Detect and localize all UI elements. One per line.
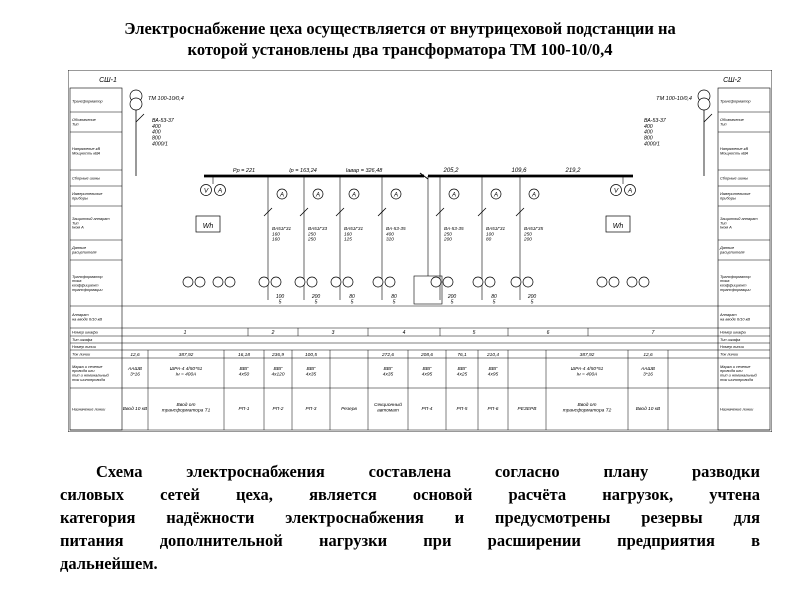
transformer-label-left: ТМ 100-10/0,4	[148, 96, 184, 102]
left-legend-label: Тип шкафа	[72, 336, 93, 342]
line-purpose: Ввод от трансформатора Т1	[161, 403, 211, 414]
cabinet-number: 2	[271, 330, 275, 336]
right-legend-label: Измерительные приборы	[720, 191, 751, 201]
left-legend-label: Данные расцепителя	[72, 245, 97, 255]
line-current-value: 387,92	[178, 353, 194, 358]
left-legend-label: Обозначение Тип	[72, 117, 96, 127]
right-legend-label: Тип шкафа	[720, 336, 741, 342]
bus-value-iavar: Iавар = 326,48	[345, 168, 383, 174]
incomer-ct-right	[597, 277, 607, 287]
right-legend-label: Марка и сечение провода или тип и номинальный ток шинопровода	[720, 363, 757, 382]
feeder-ct	[295, 277, 305, 287]
feeder-ct	[485, 277, 495, 287]
incomer-ct-right	[609, 277, 619, 287]
incomer-ct-left	[213, 277, 223, 287]
feeder-breaker-data: ВА51Г31 160 125	[344, 226, 364, 242]
paragraph-line-2: силовых сетей цеха, является основой расчёта нагрузок, учтена	[60, 485, 760, 504]
intro-breaker-data-right: ВА-53-37 400 400 800 4000/1	[644, 118, 666, 148]
left-legend-label: Номер линии	[72, 343, 96, 349]
meter-letter: V	[203, 187, 209, 195]
feeder-ct-ratio: 200 5	[447, 294, 457, 306]
section-label-left: СШ-1	[99, 77, 117, 84]
line-wire-spec: ААШВ 3*16	[640, 367, 656, 378]
incomer-ct-left	[183, 277, 193, 287]
line-purpose: Ввод 10 кВ	[122, 407, 148, 412]
incomer-ct-right	[639, 277, 649, 287]
left-legend-label: Измерительные приборы	[72, 191, 103, 201]
diagram-canvas	[68, 70, 772, 432]
feeder-ct	[431, 277, 441, 287]
feeder-breaker-data: ВА51Г31 160 160	[272, 226, 292, 242]
feeder-breaker-data: ВА51Г31 100 80	[486, 226, 506, 242]
paragraph-line-1: Схема электроснабжения составлена согласно плану разводки	[96, 462, 760, 481]
line-purpose: РП-1	[238, 407, 250, 412]
line-wire-spec: ВВГ 4х95	[421, 367, 433, 378]
line-current-value: 208,6	[420, 353, 434, 358]
feeder-ct	[331, 277, 341, 287]
right-legend-label: Ток линии	[720, 351, 739, 357]
energy-meter-label: Wh	[202, 223, 214, 230]
right-legend-label: Аппарат на вводе 6/10 кВ	[720, 312, 751, 322]
meter-letter: A	[217, 187, 223, 195]
feeder-ct-ratio: 80 5	[349, 294, 355, 306]
line-purpose: РП-2	[272, 407, 284, 412]
right-legend-label: Номер линии	[720, 343, 744, 349]
feeder-breaker-data: ВА51Г35 250 200	[524, 226, 544, 242]
feeder-ct-ratio: 100 5	[275, 294, 285, 306]
feeder-ct	[473, 277, 483, 287]
line-wire-spec: ВВГ 4х50	[238, 367, 250, 378]
transformer-label-right: ТМ 100-10/0,4	[656, 96, 692, 102]
feeder-ct	[443, 277, 453, 287]
line-purpose: РЕЗЕРВ	[517, 407, 537, 412]
feeder-ammeter-letter: A	[531, 192, 537, 199]
line-current-value: 100,5	[304, 353, 318, 358]
meter-letter: A	[627, 187, 633, 195]
line-wire-spec: ШРА-4 4/50*51 Iн = 400А	[570, 367, 604, 378]
description-paragraph	[60, 460, 760, 575]
cabinet-number: 6	[546, 330, 550, 336]
cabinet-number: 7	[651, 330, 655, 336]
right-legend-label: Сборные шины	[720, 175, 748, 181]
right-legend-label: Трансформатор тока коэффициент трансформации	[720, 273, 751, 292]
line-current-value: 76,1	[457, 353, 467, 358]
line-current-value: 210,4	[486, 353, 500, 358]
left-legend-label: Номер шкафа	[72, 329, 98, 335]
left-legend-label: Напряжение кВ Мощность кВА	[72, 146, 101, 156]
cabinet-number: 4	[402, 330, 406, 336]
incomer-ct-right	[627, 277, 637, 287]
left-legend-label: Назначение линии	[72, 406, 106, 412]
heading-line-2: которой установлены два трансформатора ТМ 100-10/0,4	[187, 40, 613, 59]
paragraph-line-4: питания дополнительной нагрузки при расширении предприятия в	[60, 531, 760, 550]
cabinet-number: 3	[331, 330, 335, 336]
transformer-winding-left	[130, 98, 142, 110]
cabinet-number: 1	[183, 330, 187, 336]
slide-heading	[10, 18, 790, 60]
heading-line-1: Электроснабжение цеха осуществляется от внутрицеховой подстанции на	[124, 19, 676, 38]
feeder-ammeter-letter: A	[451, 192, 457, 199]
single-line-diagram	[68, 70, 772, 432]
line-purpose: Секционный автомат	[374, 403, 402, 414]
left-legend-label: Сборные шины	[72, 175, 100, 181]
intro-breaker-right	[704, 114, 712, 122]
line-wire-spec: ВВГ 4х120	[271, 367, 285, 378]
line-purpose: Резерв	[341, 407, 357, 412]
line-current-value: 272,6	[381, 353, 395, 358]
right-legend-label: Назначение линии	[720, 406, 754, 412]
feeder-ct	[259, 277, 269, 287]
line-purpose: РП-5	[456, 407, 468, 412]
right-legend-label: Номер шкафа	[720, 329, 746, 335]
diagram-outer-frame	[68, 70, 772, 432]
bus-value-2: 109,6	[511, 168, 527, 174]
left-legend-label: Защитный аппарат Тип Iном А	[72, 215, 110, 230]
feeder-ct-ratio: 200 5	[311, 294, 321, 306]
feeder-ct	[307, 277, 317, 287]
left-legend-label: Аппарат на вводе 6/10 кВ	[72, 312, 103, 322]
feeder-ammeter-letter: A	[315, 192, 321, 199]
right-legend-label: Напряжение кВ Мощность кВА	[720, 146, 749, 156]
feeder-ct-ratio: 200 5	[527, 294, 537, 306]
feeder-ct	[373, 277, 383, 287]
bus-value-1: 205,2	[443, 168, 459, 174]
transformer-winding-right	[698, 98, 710, 110]
feeder-ct-ratio: 80 5	[491, 294, 497, 306]
left-legend-label: Ток линии	[72, 351, 91, 357]
line-purpose: РП-4	[421, 407, 433, 412]
line-current-value: 16,18	[237, 353, 251, 358]
line-purpose: Ввод от трансформатора Т2	[562, 403, 612, 414]
left-legend-label: Марка и сечение провода или тип и номинальный ток шинопровода	[72, 363, 109, 382]
feeder-breaker-data: ВА51Г33 250 250	[308, 226, 328, 242]
right-legend-label: Защитный аппарат Тип Iном А	[720, 215, 758, 230]
left-legend-label: Трансформатор	[72, 98, 103, 104]
energy-meter-label: Wh	[612, 223, 624, 230]
line-wire-spec: ААШВ 3*16	[127, 367, 143, 378]
feeder-ct-ratio: 80 5	[391, 294, 397, 306]
line-wire-spec: ВВГ 4х35	[305, 367, 317, 378]
intro-breaker-data-left: ВА-53-37 400 400 800 4000/1	[152, 118, 174, 148]
line-wire-spec: ШРА-4 4/50*51 Iн = 400А	[169, 367, 203, 378]
right-legend-label: Данные расцепителя	[720, 245, 745, 255]
incomer-ct-left	[195, 277, 205, 287]
feeder-breaker-data: ВА-53-35 250 200	[444, 226, 464, 242]
line-current-value: 12,6	[130, 353, 140, 358]
bus-value-ip: Iр = 163,24	[289, 168, 317, 174]
right-legend-label: Трансформатор	[720, 98, 751, 104]
line-wire-spec: ВВГ 4х35	[382, 367, 394, 378]
feeder-ct	[511, 277, 521, 287]
feeder-ct	[271, 277, 281, 287]
line-current-value: 236,9	[271, 353, 285, 358]
feeder-ct	[385, 277, 395, 287]
feeder-ct	[523, 277, 533, 287]
incomer-ct-left	[225, 277, 235, 287]
bus-value-3: 219,2	[565, 168, 581, 174]
feeder-ammeter-letter: A	[279, 192, 285, 199]
feeder-breaker-data: ВА-53-35 400 320	[386, 226, 406, 242]
line-wire-spec: ВВГ 4х25	[456, 367, 468, 378]
left-legend-label: Трансформатор тока коэффициент трансформации	[72, 273, 103, 292]
cabinet-number: 5	[472, 330, 476, 336]
line-current-value: 387,92	[579, 353, 595, 358]
feeder-ammeter-letter: A	[493, 192, 499, 199]
meter-letter: V	[613, 187, 619, 195]
bus-value-pr: Рр = 221	[232, 168, 256, 174]
line-purpose: РП-6	[487, 407, 499, 412]
paragraph-line-3: категория надёжности электроснабжения и предусмотрены резервы для	[60, 508, 760, 527]
feeder-ammeter-letter: A	[351, 192, 357, 199]
section-label-right: СШ-2	[723, 77, 741, 84]
line-purpose: РП-3	[305, 407, 317, 412]
right-legend-label: Обозначение Тип	[720, 117, 744, 127]
feeder-ct	[343, 277, 353, 287]
line-wire-spec: ВВГ 4х95	[487, 367, 499, 378]
line-current-value: 12,6	[643, 353, 653, 358]
feeder-ammeter-letter: A	[393, 192, 399, 199]
paragraph-line-5: дальнейшем.	[60, 554, 158, 573]
intro-breaker-left	[136, 114, 144, 122]
line-purpose: Ввод 10 кВ	[635, 407, 661, 412]
